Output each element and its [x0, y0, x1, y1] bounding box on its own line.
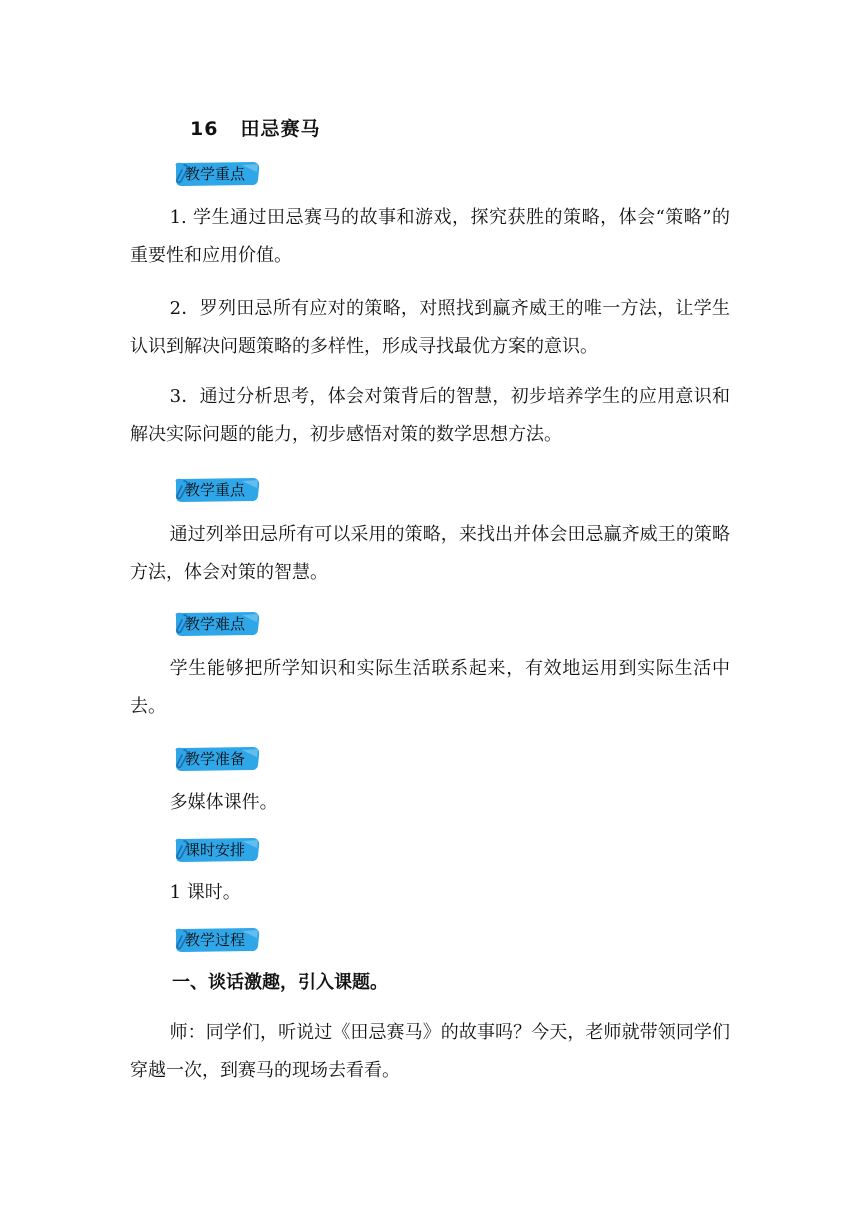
lesson-title [190, 114, 320, 141]
paragraph-focus: 通过列举田忌所有可以采用的策略，来找出并体会田忌赢齐威王的策略方法，体会对策的智慧。 [130, 524, 730, 583]
paragraph-key-point-2: 2．罗列田忌所有应对的策略，对照找到赢齐威王的唯一方法，让学生认识到解决问题策略的多样性，形成寻找最优方案的意识。 [130, 298, 730, 357]
section-tag-label: 教学难点 [185, 615, 246, 633]
section-tag-focus [172, 476, 260, 502]
paragraph-key-point-1: 1. 学生通过田忌赛马的故事和游戏，探究获胜的策略，体会“策略”的重要性和应用价值。 [130, 207, 730, 266]
paragraph-key-point-3: 3．通过分析思考，体会对策背后的智慧，初步培养学生的应用意识和解决实际问题的能力，初步感悟对策的数学思想方法。 [130, 386, 730, 445]
section-tag-label: 课时安排 [185, 841, 246, 859]
section-tag-preparation [172, 745, 260, 771]
section-tag-label: 教学准备 [185, 750, 246, 768]
process-step-heading: 一、谈话激趣，引入课题。 [172, 972, 388, 993]
section-tag-key-points [172, 160, 260, 186]
lesson-title-text: 田忌赛马 [240, 118, 321, 140]
section-tag-schedule [172, 836, 260, 862]
section-tag-process [172, 926, 260, 952]
paragraph-preparation: 多媒体课件。 [169, 792, 278, 813]
paragraph-schedule: 1 课时。 [169, 882, 241, 903]
section-tag-label: 教学重点 [185, 481, 246, 499]
paragraph-process-intro: 师：同学们，听说过《田忌赛马》的故事吗？今天，老师就带领同学们穿越一次，到赛马的现场去看看。 [130, 1022, 730, 1081]
section-tag-label: 教学重点 [185, 165, 246, 183]
section-tag-label: 教学过程 [185, 931, 246, 949]
paragraph-difficulty: 学生能够把所学知识和实际生活联系起来，有效地运用到实际生活中去。 [130, 658, 730, 717]
lesson-number: 16 [190, 118, 219, 140]
section-tag-difficulty [172, 610, 260, 636]
